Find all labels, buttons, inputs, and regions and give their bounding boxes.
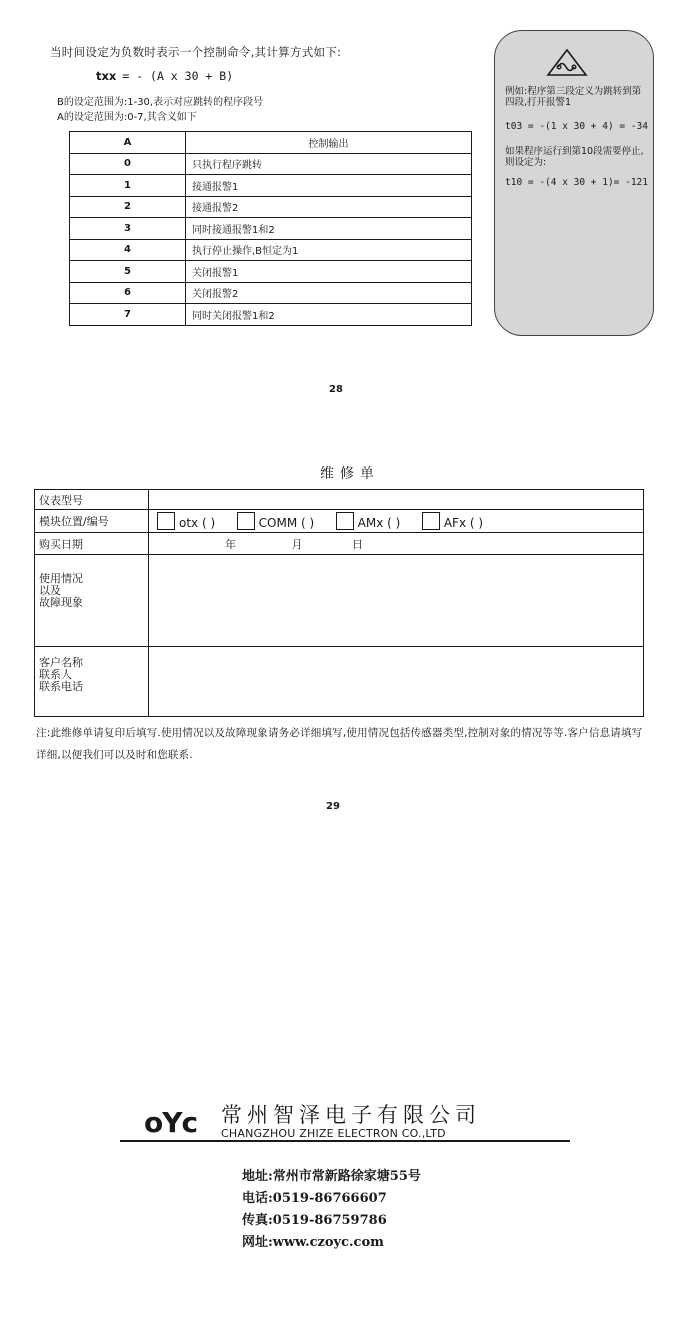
header-output: 控制输出 <box>186 132 472 154</box>
table-row <box>70 239 472 261</box>
code-value: 0 <box>70 153 186 175</box>
code-description: 只执行程序跳转 <box>186 153 472 175</box>
note-example-2-result: t10 = -(4 x 30 + 1)= -121 <box>505 177 648 188</box>
date-month: 月 <box>291 537 303 551</box>
module-label: 模块位置/编号 <box>35 510 149 533</box>
customer-label-line: 联系人 <box>39 668 72 681</box>
range-a-text: A的设定范围为:0-7,其含义如下 <box>57 112 197 123</box>
table-row <box>70 282 472 304</box>
formula-label: txx <box>96 69 117 83</box>
form-row-customer <box>35 647 644 717</box>
module-options <box>149 510 644 533</box>
range-b-text: B的设定范围为:1-30,表示对应跳转的程序段号 <box>57 97 264 108</box>
checkbox[interactable] <box>422 512 440 530</box>
form-row-model <box>35 490 644 510</box>
module-option-otx[interactable] <box>157 512 215 530</box>
code-description: 接通报警2 <box>186 196 472 218</box>
date-year: 年 <box>225 537 236 551</box>
form-footnote: 注:此维修单请复印后填写.使用情况以及故障现象请务必详细填写,使用情况包括传感器类型,控制对象的情况等等.客户信息请填写详细,以便我们可以及时和您联系. <box>36 727 643 761</box>
usage-label <box>35 555 149 647</box>
note-example-2: 如果程序运行到第10段需要停止,则设定为: <box>505 146 644 168</box>
table-row <box>70 196 472 218</box>
footer-divider <box>120 1140 570 1142</box>
purchase-date-label: 购买日期 <box>35 533 149 555</box>
repair-form-title: 维修单 <box>320 466 380 482</box>
customer-label-line: 客户名称 <box>39 656 83 669</box>
warning-triangle-icon <box>545 48 589 82</box>
table-row <box>70 304 472 326</box>
company-name-cn: 常州智泽电子有限公司 <box>221 1103 481 1127</box>
note-example-1: 例如:程序第三段定义为跳转到第四段,打开报警1 <box>505 86 642 108</box>
code-value: 4 <box>70 239 186 261</box>
checkbox[interactable] <box>157 512 175 530</box>
code-value: 1 <box>70 175 186 197</box>
company-address: 地址:常州市常新路徐家塘55号 <box>242 1169 421 1184</box>
code-description: 同时关闭报警1和2 <box>186 304 472 326</box>
model-label: 仪表型号 <box>35 490 149 510</box>
page-number: 29 <box>326 801 340 812</box>
customer-label <box>35 647 149 717</box>
company-phone: 电话:0519-86766607 <box>242 1191 387 1206</box>
table-row <box>70 218 472 240</box>
code-description: 关闭报警2 <box>186 282 472 304</box>
option-label: AFx ( ) <box>443 516 484 530</box>
code-description: 同时接通报警1和2 <box>186 218 472 240</box>
code-value: 3 <box>70 218 186 240</box>
form-row-purchase-date <box>35 533 644 555</box>
customer-label-line: 联系电话 <box>39 680 83 693</box>
formula-expression: = - (A x 30 + B) <box>122 69 234 83</box>
checkbox[interactable] <box>237 512 255 530</box>
note-example-1-result: t03 = -(1 x 30 + 4) = -34 <box>505 121 648 132</box>
company-fax: 传真:0519-86759786 <box>242 1213 387 1228</box>
module-option-afx[interactable] <box>422 512 483 530</box>
intro-text: 当时间设定为负数时表示一个控制命令,其计算方式如下: <box>50 45 342 59</box>
code-value: 5 <box>70 261 186 283</box>
company-logo: oYc <box>144 1106 198 1139</box>
module-option-comm[interactable] <box>237 512 315 530</box>
table-row <box>70 261 472 283</box>
code-description: 接通报警1 <box>186 175 472 197</box>
code-description: 执行停止操作,B恒定为1 <box>186 239 472 261</box>
usage-label-line: 使用情况 <box>39 572 83 585</box>
option-label: COMM ( ) <box>258 516 315 530</box>
page-number: 28 <box>329 384 343 395</box>
usage-field[interactable] <box>149 555 644 647</box>
code-value: 7 <box>70 304 186 326</box>
code-description: 关闭报警1 <box>186 261 472 283</box>
date-day: 日 <box>352 537 363 551</box>
option-label: otx ( ) <box>179 516 216 530</box>
checkbox[interactable] <box>336 512 354 530</box>
code-value: 6 <box>70 282 186 304</box>
usage-label-line: 故障现象 <box>39 596 83 609</box>
form-row-usage <box>35 555 644 647</box>
form-row-module <box>35 510 644 533</box>
usage-label-line: 以及 <box>39 584 61 597</box>
code-value: 2 <box>70 196 186 218</box>
header-a: A <box>70 132 186 154</box>
module-option-amx[interactable] <box>336 512 401 530</box>
control-code-table <box>69 131 472 326</box>
customer-field[interactable] <box>149 647 644 717</box>
repair-form-table <box>34 489 644 717</box>
purchase-date-field[interactable] <box>149 533 644 555</box>
model-field[interactable] <box>149 490 644 510</box>
company-name-en: CHANGZHOU ZHIZE ELECTRON CO.,LTD <box>221 1127 446 1140</box>
table-header-row <box>70 132 472 154</box>
table-row <box>70 153 472 175</box>
option-label: AMx ( ) <box>357 516 401 530</box>
table-row <box>70 175 472 197</box>
formula <box>96 69 233 83</box>
company-website: 网址:www.czoyc.com <box>242 1235 384 1250</box>
